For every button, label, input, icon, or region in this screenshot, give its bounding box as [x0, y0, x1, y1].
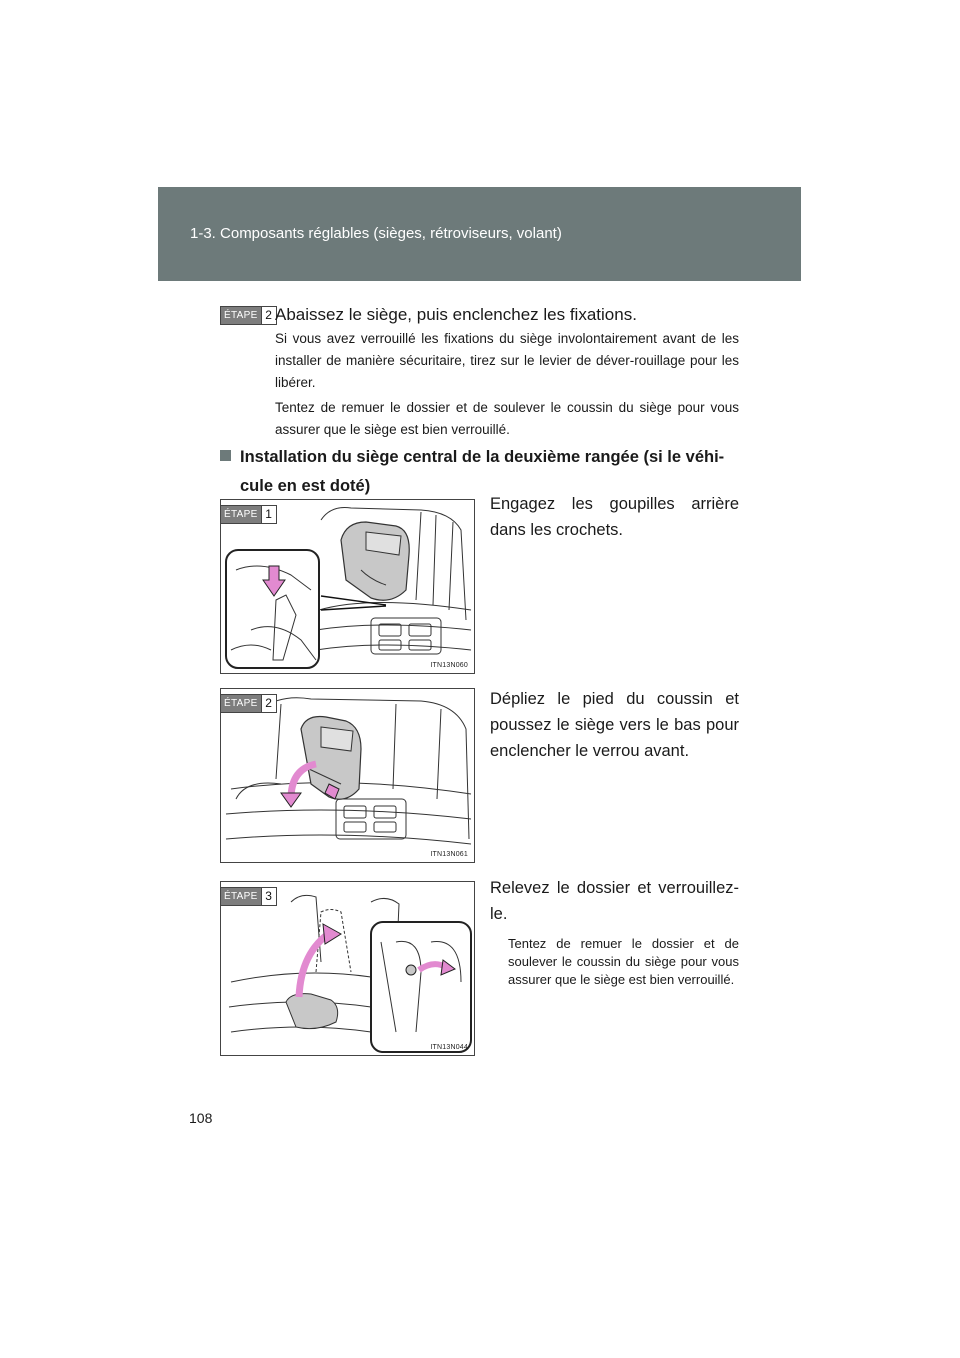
step-badge: [220, 505, 277, 524]
paragraph-unlock: Si vous avez verrouillé les fixations du siège involontairement avant de les installer de manière sécuritaire, tirez sur le levier de déver-rouillage pour les libérer.: [275, 331, 739, 390]
figure-code: ITN13N061: [430, 851, 468, 858]
breadcrumb: 1-3. Composants réglables (sièges, rétroviseurs, volant): [190, 225, 562, 242]
page-number: 108: [189, 1110, 213, 1126]
seat-illustration-3: [221, 882, 475, 1056]
step-badge-label: ÉTAPE: [221, 695, 261, 712]
step-badge-label: ÉTAPE: [221, 506, 261, 523]
paragraph-check: Tentez de remuer le dossier et de soulever le coussin du siège pour vous assurer que le siège est bien verrouillé.: [275, 400, 739, 437]
figure-code: ITN13N060: [430, 662, 468, 669]
step-3-note: Tentez de remuer le dossier et de soulever le coussin du siège pour vous assurer que le siège est bien verrouillé.: [508, 936, 739, 987]
step-badge: [220, 887, 277, 906]
figure-step-2: [220, 688, 475, 863]
step-badge-label: ÉTAPE: [221, 888, 261, 905]
section-title-line1: Installation du siège central de la deuxième rangée (si le véhi-: [240, 448, 725, 466]
figure-code: ITN13N044: [430, 1044, 468, 1051]
step-badge-number: 1: [261, 506, 276, 523]
seat-illustration-1: [221, 500, 475, 674]
step-badge: [220, 306, 277, 325]
step-badge-number: 3: [261, 888, 276, 905]
seat-illustration-2: [221, 689, 475, 863]
chapter-header: [158, 187, 801, 281]
figure-step-1: [220, 499, 475, 674]
section-title-line2: cule en est doté): [240, 477, 371, 495]
step-badge: [220, 694, 277, 713]
step-badge-label: ÉTAPE: [221, 307, 261, 324]
square-bullet-icon: [220, 450, 231, 461]
step-badge-number: 2: [261, 307, 276, 324]
step-2-text: Dépliez le pied du coussin et poussez le siège vers le bas pour enclencher le verrou avant.: [490, 690, 739, 760]
step-1-text: Engagez les goupilles arrière dans les crochets.: [490, 495, 739, 539]
step-3-text: Relevez le dossier et verrouillez-le.: [490, 879, 739, 923]
figure-step-3: [220, 881, 475, 1056]
step-badge-number: 2: [261, 695, 276, 712]
step-title: Abaissez le siège, puis enclenchez les fixations.: [275, 305, 637, 324]
